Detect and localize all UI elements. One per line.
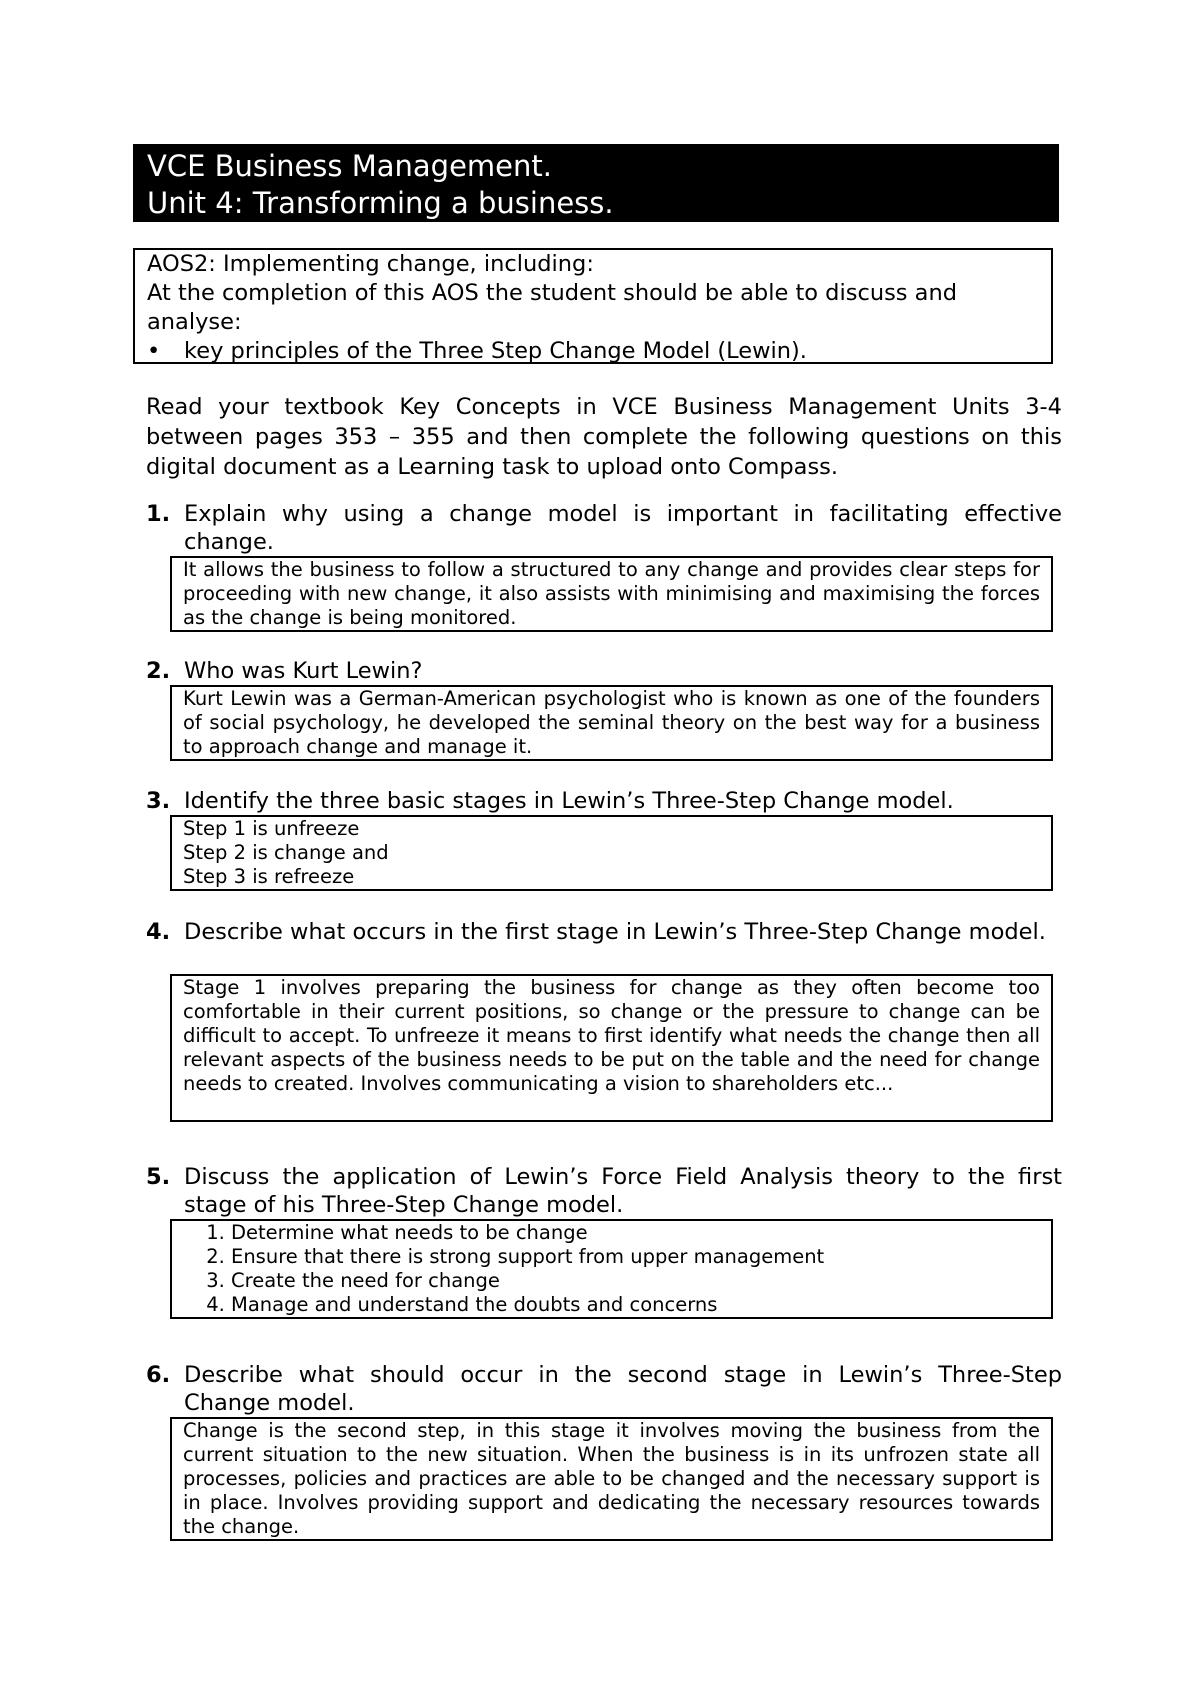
question-text: Identify the three basic stages in Lewin’s Three-Step Change model. [184, 788, 954, 814]
answer-line: Step 2 is change and [183, 841, 389, 864]
question-number: 2. [146, 658, 171, 684]
aos-bullet-text: key principles of the Three Step Change Model (Lewin). [184, 338, 807, 364]
question-number: 4. [146, 919, 171, 945]
intro-paragraph: Read your textbook Key Concepts in VCE Business Management Units 3-4 between pages 353 – 355 and then complete the following questions on this digital document as a Learning task to upload onto Compass. [146, 394, 1062, 480]
aos-line-3: analyse: [147, 309, 242, 335]
list-item: 1. Determine what needs to be change [231, 1221, 1040, 1245]
question-5 [146, 1163, 1062, 1219]
answer-box-3[interactable] [170, 815, 1053, 891]
aos-line-2: At the completion of this AOS the student should be able to discuss and [147, 280, 957, 306]
question-number: 5. [146, 1164, 171, 1190]
question-2 [146, 657, 1062, 685]
bullet-icon: • [147, 338, 161, 364]
title-banner [133, 144, 1059, 222]
question-number: 3. [146, 788, 171, 814]
question-4 [146, 918, 1062, 946]
answer-box-1[interactable]: It allows the business to follow a structured to any change and provides clear steps for proceeding with new change, it also assists with minimising and maximising the forces as the change is being monitored. [170, 556, 1053, 632]
answer-box-6[interactable]: Change is the second step, in this stage it involves moving the business from the current situation to the new situation. When the business is in its unfrozen state all processes, policies and practices are able to be changed and the necessary support is in place. Involves providing support and dedicating the necessary resources towards the change. [170, 1417, 1053, 1541]
title-line-1: VCE Business Management. [147, 149, 552, 183]
answer-line: Step 1 is unfreeze [183, 817, 360, 840]
answer-box-2[interactable]: Kurt Lewin was a German-American psychologist who is known as one of the founders of social psychology, he developed the seminal theory on the best way for a business to approach change and manage it. [170, 685, 1053, 761]
question-3 [146, 787, 1062, 815]
list-item: 2. Ensure that there is strong support from upper management [231, 1245, 1040, 1269]
question-text: Explain why using a change model is important in facilitating effective change. [184, 501, 1062, 555]
aos-box [133, 248, 1053, 364]
answer-line: Step 3 is refreeze [183, 865, 355, 888]
aos-bullet-item [147, 337, 1039, 366]
question-text: Describe what should occur in the second stage in Lewin’s Three-Step Change model. [184, 1362, 1062, 1416]
question-number: 1. [146, 501, 171, 527]
list-item: 4. Manage and understand the doubts and concerns [231, 1293, 1040, 1317]
question-text: Describe what occurs in the first stage in Lewin’s Three-Step Change model. [184, 919, 1046, 945]
answer-list [183, 1221, 1040, 1317]
question-number: 6. [146, 1362, 171, 1388]
question-1 [146, 500, 1062, 556]
answer-box-5[interactable] [170, 1219, 1053, 1319]
question-text: Who was Kurt Lewin? [184, 658, 423, 684]
answer-box-4[interactable]: Stage 1 involves preparing the business for change as they often become too comfortable in their current positions, so change or the pressure to change can be difficult to accept. To unfreeze it means to first identify what needs the change then all relevant aspects of the business needs to be put on the table and the need for change needs to created. Involves communicating a vision to shareholders etc... [170, 974, 1053, 1122]
question-text: Discuss the application of Lewin’s Force Field Analysis theory to the first stage of his Three-Step Change model. [184, 1164, 1062, 1218]
list-item: 3. Create the need for change [231, 1269, 1040, 1293]
aos-heading: AOS2: Implementing change, including: [147, 251, 594, 277]
title-line-2: Unit 4: Transforming a business. [147, 186, 614, 220]
question-6 [146, 1361, 1062, 1417]
